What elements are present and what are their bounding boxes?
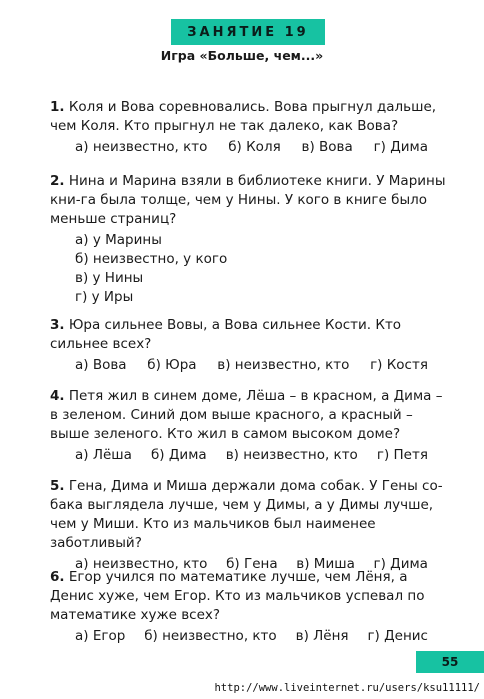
option: б) Коля [228, 139, 281, 155]
task-options [75, 231, 450, 307]
option: а) неизвестно, кто [75, 556, 208, 572]
task-1 [50, 98, 450, 157]
task-text [50, 316, 450, 354]
task-options [75, 356, 428, 375]
task-question: Петя жил в синем доме, Лёша – в красном, а Дима – в зеленом. Синий дом выше красного, а красный – выше зеленого. Кто жил в самом высоком доме? [50, 388, 443, 442]
option: б) Гена [226, 556, 278, 572]
task-5 [50, 477, 450, 574]
task-2 [50, 172, 450, 307]
option: г) Денис [367, 628, 428, 644]
task-text [50, 172, 450, 229]
option: г) Костя [370, 357, 428, 373]
option: а) Лёша [75, 447, 132, 463]
task-3 [50, 316, 450, 375]
option: в) неизвестно, кто [225, 447, 358, 463]
task-question: Юра сильнее Вовы, а Вова сильнее Кости. Кто сильнее всех? [50, 317, 402, 352]
task-question: Нина и Марина взяли в библиотеке книги. У Марины кни-га была толще, чем у Нины. У кого в книге было меньше страниц? [50, 173, 446, 227]
lesson-subtitle: Игра «Больше, чем...» [160, 48, 324, 63]
option: г) Дима [373, 556, 428, 572]
option: а) неизвестно, кто [75, 139, 208, 155]
task-6 [50, 568, 450, 646]
task-number: 6. [50, 569, 65, 585]
option: г) у Иры [75, 289, 134, 305]
task-options [75, 138, 428, 157]
option: в) Миша [296, 556, 355, 572]
lesson-header: ЗАНЯТИЕ 19 [171, 19, 325, 45]
task-number: 3. [50, 317, 65, 333]
task-4 [50, 387, 450, 465]
task-question: Егор учился по математике лучше, чем Лёня, а Денис хуже, чем Егор. Кто из мальчиков успевал по математике хуже всех? [50, 569, 425, 623]
task-question: Коля и Вова соревновались. Вова прыгнул дальше, чем Коля. Кто прыгнул не так далеко, как Вова? [50, 99, 437, 134]
page-number: 55 [416, 651, 484, 673]
option: г) Петя [376, 447, 428, 463]
task-number: 5. [50, 478, 65, 494]
task-options [75, 627, 428, 646]
task-number: 4. [50, 388, 65, 404]
option: а) Егор [75, 628, 126, 644]
watermark-url: http://www.liveinternet.ru/users/ksu11111/ [214, 682, 480, 694]
option: б) Дима [150, 447, 207, 463]
option: в) Вова [301, 139, 353, 155]
option: в) неизвестно, кто [217, 357, 350, 373]
task-text [50, 387, 450, 444]
task-number: 1. [50, 99, 65, 115]
task-text [50, 568, 450, 625]
task-text [50, 98, 450, 136]
task-options [75, 446, 428, 465]
option: б) неизвестно, у кого [75, 251, 228, 267]
option: а) Вова [75, 357, 127, 373]
option: в) Лёня [295, 628, 349, 644]
option: в) у Нины [75, 270, 144, 286]
option: а) у Марины [75, 232, 162, 248]
option: г) Дима [373, 139, 428, 155]
task-text [50, 477, 450, 553]
option: б) неизвестно, кто [144, 628, 277, 644]
task-number: 2. [50, 173, 65, 189]
task-question: Гена, Дима и Миша держали дома собак. У Гены со-бака выглядела лучше, чем у Димы, а у Димы лучше, чем у Миши. Кто из мальчиков был наименее заботливый? [50, 478, 443, 551]
option: б) Юра [147, 357, 197, 373]
